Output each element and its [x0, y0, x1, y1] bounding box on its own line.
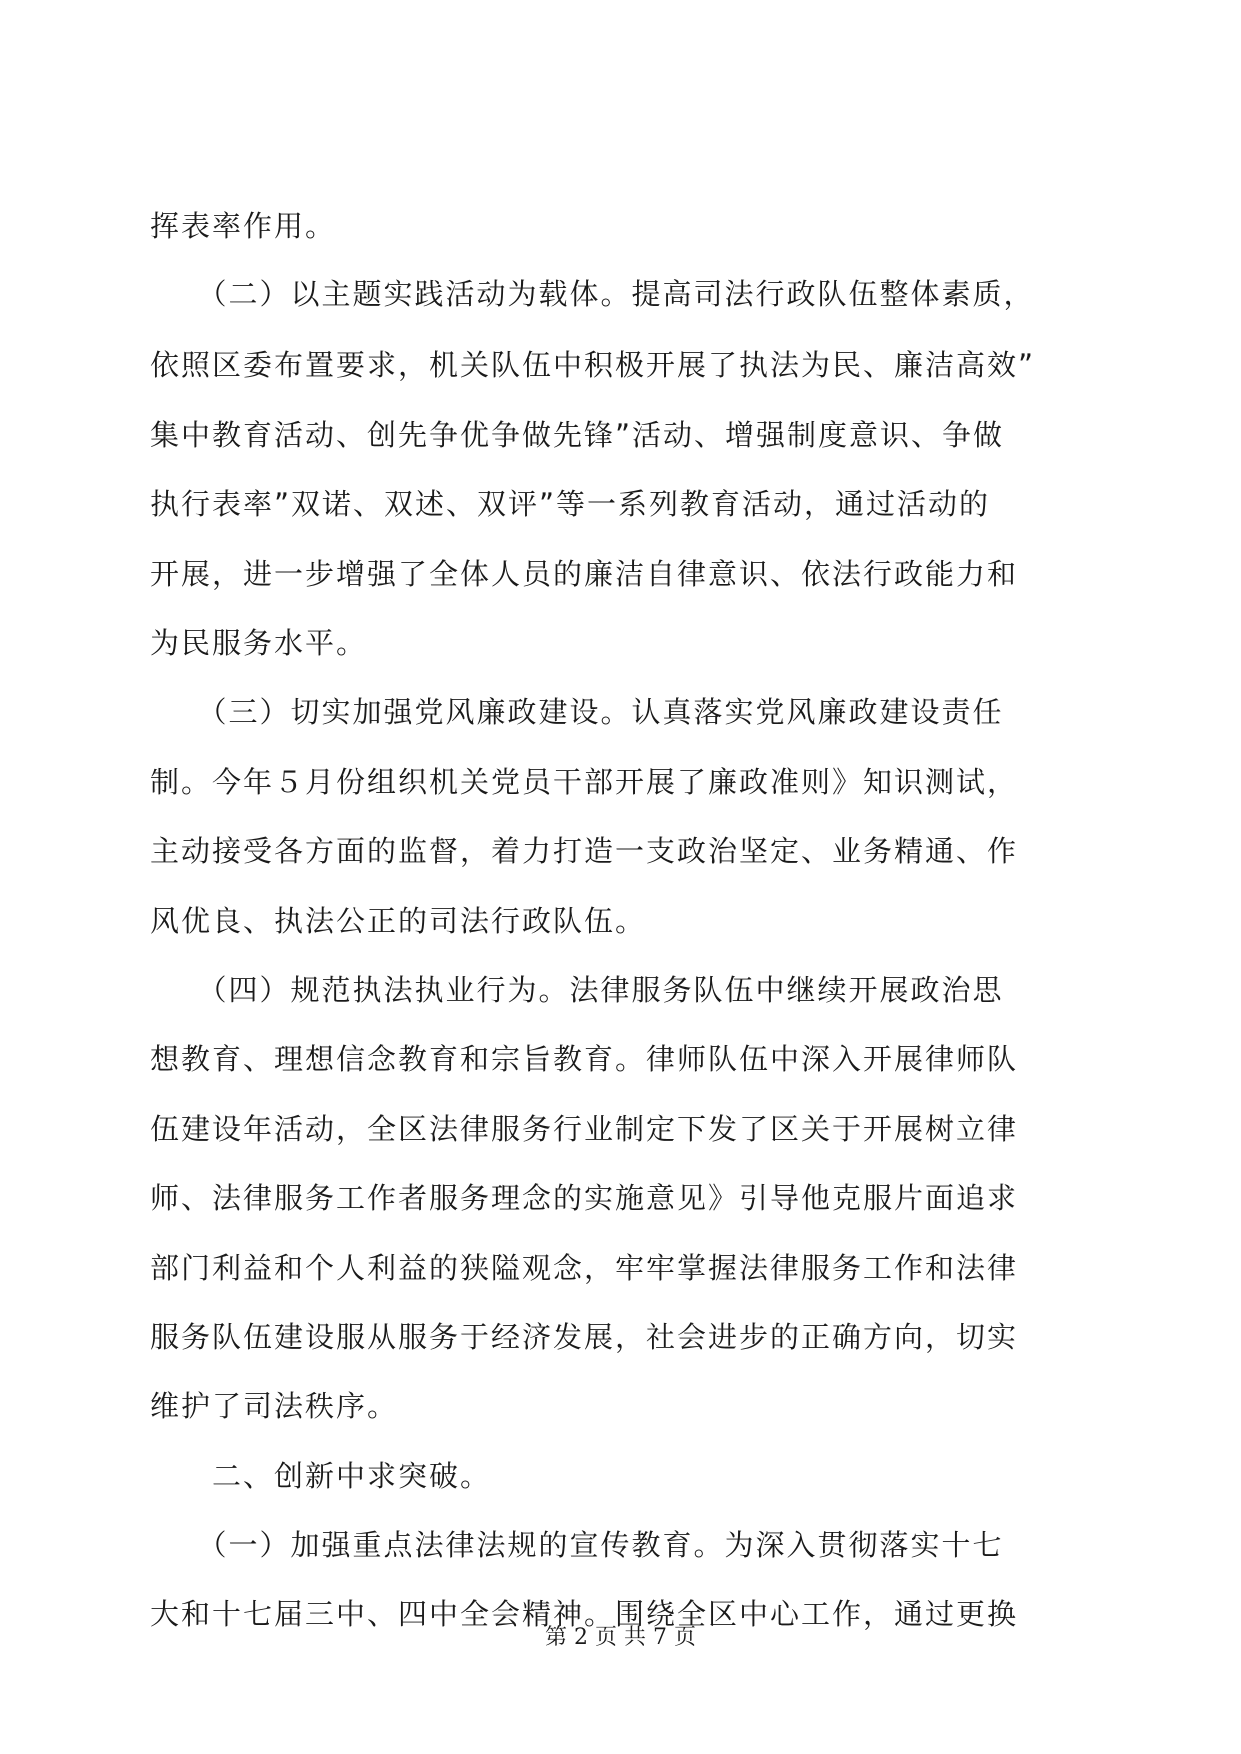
text-line: 服务队伍建设服从服务于经济发展，社会进步的正确方向，切实: [150, 1320, 1019, 1354]
page-number-footer: 第 2 页 共 7 页: [545, 1625, 696, 1650]
section-heading: 二、创新中求突破。: [150, 1459, 492, 1493]
text-line: （三）切实加强党风廉政建设。认真落实党风廉政建设责任: [150, 695, 1004, 729]
text-line: 集中教育活动、创先争优争做先锋”活动、增强制度意识、争做: [150, 418, 1005, 452]
text-line: 挥表率作用。: [150, 209, 337, 243]
text-line: 风优良、执法公正的司法行政队伍。: [150, 904, 647, 938]
text-line: 开展，进一步增强了全体人员的廉洁自律意识、依法行政能力和: [150, 557, 1019, 591]
text-line: 制。今年５月份组织机关党员干部开展了廉政准则》知识测试，: [150, 765, 1019, 799]
text-line: 部门利益和个人利益的狭隘观念，牢牢掌握法律服务工作和法律: [150, 1251, 1019, 1285]
text-line: 依照区委布置要求，机关队伍中积极开展了执法为民、廉洁高效”: [150, 348, 1036, 382]
text-line: 大和十七届三中、四中全会精神。围绕全区中心工作，通过更换: [150, 1597, 1019, 1631]
text-line: 想教育、理想信念教育和宗旨教育。律师队伍中深入开展律师队: [150, 1042, 1019, 1076]
text-line: （二）以主题实践活动为载体。提高司法行政队伍整体素质，: [150, 277, 1035, 311]
text-line: （四）规范执法执业行为。法律服务队伍中继续开展政治思: [150, 973, 1004, 1007]
text-line: 为民服务水平。: [150, 626, 368, 660]
text-line: 师、法律服务工作者服务理念的实施意见》引导他克服片面追求: [150, 1181, 1019, 1215]
text-line: 维护了司法秩序。: [150, 1389, 399, 1423]
text-line: 主动接受各方面的监督，着力打造一支政治坚定、业务精通、作: [150, 834, 1019, 868]
text-line: 伍建设年活动，全区法律服务行业制定下发了区关于开展树立律: [150, 1112, 1019, 1146]
text-line: 执行表率”双诺、双述、双评”等一系列教育活动，通过活动的: [150, 487, 991, 521]
text-line: （一）加强重点法律法规的宣传教育。为深入贯彻落实十七: [150, 1528, 1004, 1562]
